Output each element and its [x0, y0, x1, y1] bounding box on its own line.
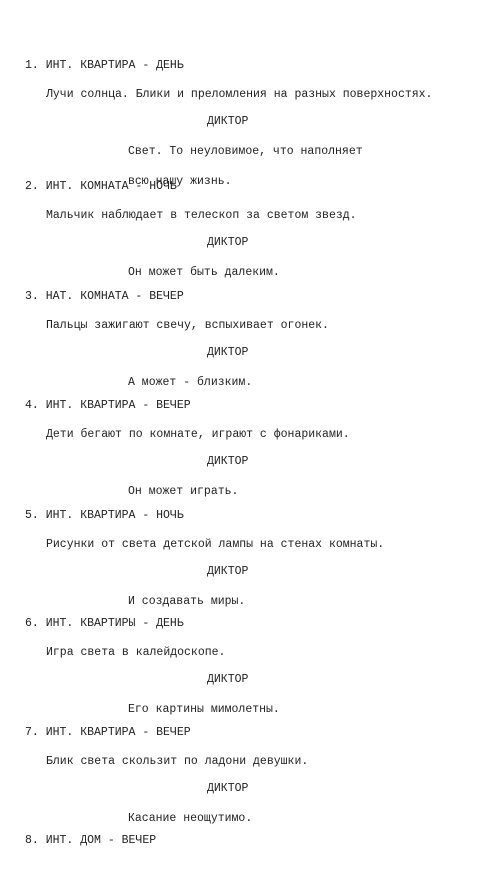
dialogue-line: Он может играть. — [128, 485, 239, 498]
scene-action: Игра света в калейдоскопе. — [46, 646, 226, 659]
character-name: ДИКТОР — [207, 565, 249, 578]
scene-heading: 1. ИНТ. КВАРТИРА - ДЕНЬ — [25, 59, 184, 72]
dialogue-line: всю нашу жизнь. — [128, 175, 232, 188]
dialogue-line: А может - близким. — [128, 376, 253, 389]
scene-action: Рисунки от света детской лампы на стенах комнаты. — [46, 538, 385, 551]
dialogue-block — [128, 796, 428, 841]
scene-heading: 5. ИНТ. КВАРТИРА - НОЧЬ — [25, 509, 184, 522]
dialogue-line: Его картины мимолетны. — [128, 703, 280, 716]
scene-heading: 6. ИНТ. КВАРТИРЫ - ДЕНЬ — [25, 617, 184, 630]
scene-action: Дети бегают по комнате, играют с фонариками. — [46, 428, 350, 441]
scene-action: Блик света скользит по ладони девушки. — [46, 755, 309, 768]
character-name: ДИКТОР — [207, 782, 249, 795]
character-name: ДИКТОР — [207, 346, 249, 359]
dialogue-line: Он может быть далеким. — [128, 266, 280, 279]
dialogue-line: Свет. То неуловимое, что наполняет — [128, 145, 363, 158]
dialogue-line: Касание неощутимо. — [128, 812, 253, 825]
scene-heading: 4. ИНТ. КВАРТИРА - ВЕЧЕР — [25, 399, 191, 412]
scene-heading: 8. ИНТ. ДОМ - ВЕЧЕР — [25, 834, 157, 847]
scene-heading: 2. ИНТ. КОМНАТА - НОЧЬ — [25, 180, 177, 193]
character-name: ДИКТОР — [207, 115, 249, 128]
scene-heading: 3. НАТ. КОМНАТА - ВЕЧЕР — [25, 290, 184, 303]
dialogue-block — [128, 250, 428, 295]
character-name: ДИКТОР — [207, 455, 249, 468]
scene-heading: 7. ИНТ. КВАРТИРА - ВЕЧЕР — [25, 726, 191, 739]
character-name: ДИКТОР — [207, 236, 249, 249]
scene-action: Пальцы зажигают свечу, вспыхивает огонек. — [46, 319, 329, 332]
character-name: ДИКТОР — [207, 673, 249, 686]
scene-action: Мальчик наблюдает в телескоп за светом звезд. — [46, 209, 357, 222]
dialogue-line: И создавать миры. — [128, 595, 246, 608]
dialogue-block — [128, 469, 428, 514]
scene-action: Лучи солнца. Блики и преломления на разных поверхностях. — [46, 88, 433, 101]
